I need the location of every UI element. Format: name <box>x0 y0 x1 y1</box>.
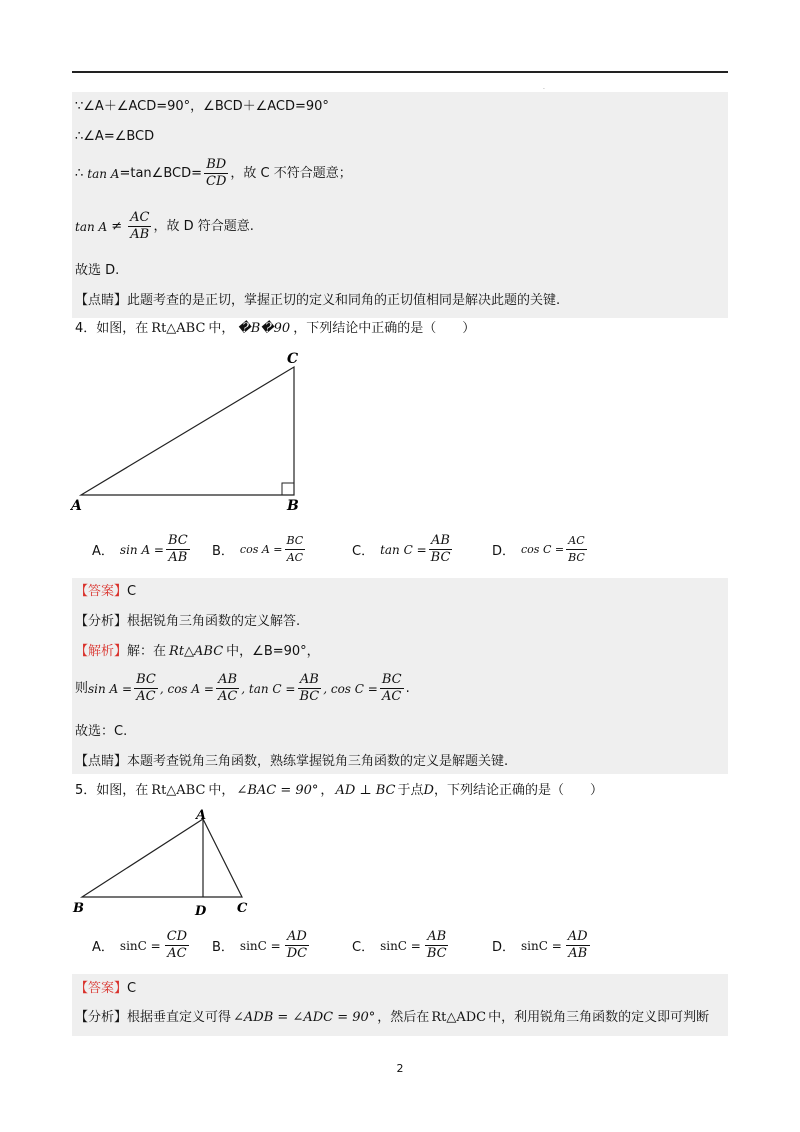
option-fn: sinC = <box>521 938 562 953</box>
fenxi-text: 根据锐角三角函数的定义解答. <box>127 614 301 629</box>
option-fraction <box>425 929 449 962</box>
fenxi-mid: ，然后在 <box>377 1010 430 1025</box>
q5-option-d[interactable] <box>492 929 592 962</box>
fenxi-math: ∠ADB = ∠ADC = 90° <box>233 1010 376 1025</box>
numerator: BC <box>285 533 306 550</box>
jiexi-post: 中，∠B=90°， <box>226 644 320 659</box>
option-label: A． <box>92 940 114 955</box>
q4-solution-intro <box>75 643 320 661</box>
option-fn: tan C = <box>380 542 427 557</box>
denominator: AC <box>382 689 402 704</box>
option-fn: cos C = <box>521 543 565 556</box>
q5-triangle: Rt△ABC <box>151 783 206 798</box>
option-fn: sinC = <box>239 938 281 953</box>
dianjing-tag: 【点睛】 <box>75 293 128 308</box>
q3-line-2: ∴∠A=∠BCD <box>75 129 155 144</box>
q4-condition: �B�90 <box>237 321 291 336</box>
option-fraction <box>285 929 309 962</box>
not-equal-sign: ≠ <box>111 218 123 234</box>
jiexi-pre: 解：在 <box>127 644 167 659</box>
option-fraction <box>285 533 306 566</box>
q3-line-3-post: ，故 C 不符合题意； <box>230 165 352 181</box>
option-fraction <box>166 533 190 566</box>
option-label: B． <box>212 940 234 955</box>
q4-triangle: Rt△ABC <box>151 321 206 336</box>
option-fn: sinC = <box>380 938 421 953</box>
q5-stem-sep: ， <box>320 783 334 798</box>
q5-option-b[interactable] <box>212 929 311 962</box>
option-fraction <box>566 929 590 962</box>
vertex-label-b: B <box>73 901 84 916</box>
option-label: A． <box>92 544 114 559</box>
therefore-symbol: ∴ <box>75 165 84 181</box>
vertex-label-d: D <box>195 904 207 918</box>
tan-a: tan A <box>75 219 108 234</box>
numerator: CD <box>166 929 188 944</box>
q5-number: 5．如图，在 <box>75 783 149 798</box>
option-fraction <box>429 533 453 566</box>
option-fn: cos A = <box>239 543 283 556</box>
q3-dianjing <box>75 292 560 310</box>
answer-tag: 【答案】 <box>75 584 128 599</box>
dianjing-text: 此题考查的是正切，掌握正切的定义和同角的正切值相同是解决此题的关键. <box>127 293 561 308</box>
answer-value: C <box>127 981 137 996</box>
option-fn: sinC = <box>119 938 161 953</box>
q4-triangle-figure <box>70 350 310 515</box>
option-fraction <box>566 533 587 566</box>
numerator: AB <box>299 672 319 687</box>
formula-end: . <box>405 680 410 696</box>
header-rule <box>72 71 728 73</box>
numerator: AB <box>218 672 238 687</box>
fraction-bd-cd <box>204 157 228 190</box>
q3-line-3 <box>75 157 352 190</box>
q5-option-a[interactable] <box>92 929 191 962</box>
denominator: BC <box>299 689 320 704</box>
option-label: C． <box>352 544 375 559</box>
tan-a: tan A <box>87 166 120 181</box>
q4-option-a[interactable] <box>92 533 192 566</box>
option-label: D． <box>492 940 516 955</box>
numerator: AC <box>566 533 586 550</box>
jiexi-tag: 【解析】 <box>75 644 128 659</box>
right-angle-mark <box>282 483 294 495</box>
fenxi-tag: 【分析】 <box>75 614 128 629</box>
dianjing-tag: 【点睛】 <box>75 754 128 769</box>
formula-fraction <box>216 672 239 705</box>
q4-answer <box>75 583 136 601</box>
q3-choice: 故选 D. <box>75 263 120 278</box>
fraction-ac-ab <box>128 210 151 243</box>
q4-choice: 故选：C. <box>75 724 128 739</box>
formula-fn: , tan C = <box>241 681 296 696</box>
option-label: D． <box>492 544 516 559</box>
q5-point-d: D <box>423 783 434 798</box>
vertex-label-c: C <box>237 901 248 916</box>
option-label: B． <box>212 544 234 559</box>
numerator: BD <box>206 157 227 172</box>
page-number: 2 <box>396 1062 404 1075</box>
q3-line-1: ∵∠A＋∠ACD=90°，∠BCD＋∠ACD=90° <box>75 99 329 114</box>
dianjing-text: 本题考查锐角三角函数，熟练掌握锐角三角函数的定义是解题关键. <box>127 754 509 769</box>
q5-stem-post: 于点 <box>397 783 424 798</box>
denominator: AC <box>286 551 304 564</box>
option-fn: sin A = <box>119 542 164 557</box>
fenxi-pre: 根据垂直定义可得 <box>127 1010 232 1025</box>
vertex-label-a: A <box>71 498 82 514</box>
formula-fn: sin A = <box>88 681 133 696</box>
formula-fraction <box>380 672 404 705</box>
q5-analysis <box>75 1009 709 1027</box>
q3-line-4 <box>75 210 254 243</box>
jiexi-triangle: Rt△ABC <box>169 644 224 659</box>
fenxi-triangle: Rt△ADC <box>431 1010 487 1025</box>
fenxi-tag: 【分析】 <box>75 1010 128 1025</box>
numerator: BC <box>167 533 188 548</box>
denominator: BC <box>430 550 451 565</box>
denominator: AC <box>167 946 187 961</box>
q5-perpendicular: AD ⊥ BC <box>335 783 396 798</box>
q5-stem <box>75 782 603 800</box>
q5-option-c[interactable] <box>352 929 451 962</box>
numerator: AD <box>286 929 307 944</box>
denominator: AB <box>568 946 588 961</box>
q3-line-4-post: ，故 D 符合题意. <box>153 218 254 234</box>
denominator: AC <box>136 689 156 704</box>
answer-tag: 【答案】 <box>75 981 128 996</box>
triangle-abc <box>82 819 242 897</box>
q5-triangle-figure <box>70 808 260 918</box>
answer-value: C <box>127 584 137 599</box>
fenxi-post: 中，利用锐角三角函数的定义即可判断 <box>488 1010 710 1025</box>
formula-fn: , cos C = <box>323 681 378 696</box>
q4-stem-post: ，下列结论中正确的是（ ） <box>293 321 476 336</box>
q4-option-d[interactable] <box>492 533 589 566</box>
denominator: AC <box>217 689 238 704</box>
denominator: AB <box>168 550 188 565</box>
numerator: AB <box>431 533 450 548</box>
header-mark: · <box>543 86 545 93</box>
triangle-abc <box>81 367 294 495</box>
q5-stem-mid: 中， <box>208 783 235 798</box>
q5-answer <box>75 980 136 998</box>
q4-dianjing <box>75 753 508 771</box>
vertex-label-b: B <box>287 498 299 514</box>
q4-stem-mid: 中， <box>208 321 235 336</box>
denominator: BC <box>426 946 447 961</box>
q5-stem-end: ，下列结论正确的是（ ） <box>433 783 603 798</box>
formula-fraction <box>297 672 321 705</box>
numerator: BC <box>136 672 156 687</box>
numerator: AB <box>427 929 447 944</box>
numerator: BC <box>381 672 402 687</box>
vertex-label-a: A <box>196 808 207 823</box>
denominator: DC <box>286 946 308 961</box>
q4-formula-line <box>75 672 410 705</box>
q4-option-b[interactable] <box>212 533 307 566</box>
vertex-label-c: C <box>287 351 299 367</box>
denominator: AB <box>130 227 150 242</box>
numerator: AC <box>130 210 150 225</box>
option-fraction <box>165 929 189 962</box>
numerator: AD <box>567 929 588 944</box>
q4-stem <box>75 320 475 338</box>
denominator: CD <box>206 174 227 189</box>
formula-fn: , cos A = <box>159 681 214 696</box>
formula-pre: 则 <box>75 680 89 696</box>
q4-number: 4．如图，在 <box>75 321 149 336</box>
formula-fraction <box>134 672 158 705</box>
q3-line-3-mid: =tan∠BCD= <box>119 165 202 181</box>
q3-solution-block <box>72 92 728 318</box>
q4-option-c[interactable] <box>352 533 454 566</box>
q5-angle: ∠BAC = 90° <box>236 783 319 798</box>
q4-analysis <box>75 613 300 631</box>
option-label: C． <box>352 940 375 955</box>
denominator: BC <box>568 551 585 564</box>
